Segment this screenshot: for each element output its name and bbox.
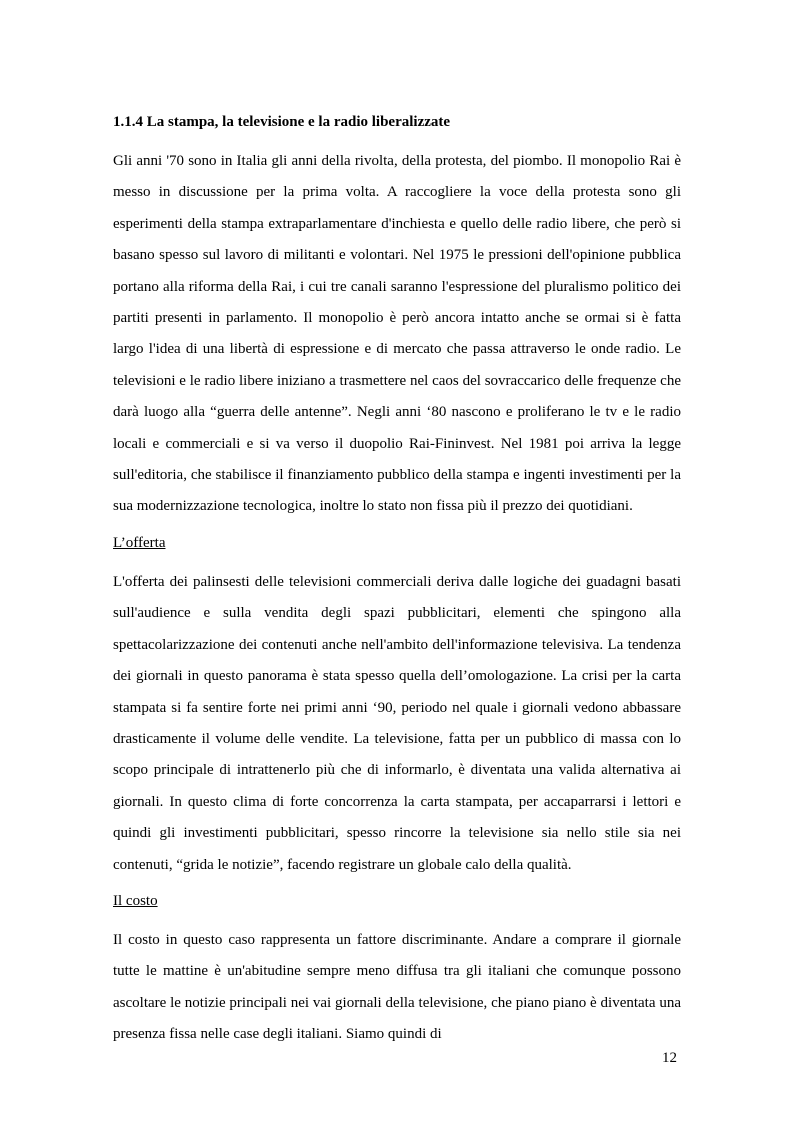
subheading-costo: Il costo [113,892,158,909]
page-number: 12 [662,1050,677,1066]
page-content [113,112,681,1061]
section-heading: 1.1.4 La stampa, la televisione e la radio liberalizzate [113,114,451,130]
paragraph-costo: Il costo in questo caso rappresenta un fattore discriminante. Andare a comprare il giornale tutte le mattine è un'abitudine sempre meno diffusa tra gli italiani che comunque possono ascoltare le notizie principali nei vai giornali della televisione, che piano piano è diventata una presenza fissa nelle case degli italiani. Siamo quindi di [113,931,681,1043]
paragraph-offerta: L'offerta dei palinsesti delle televisioni commerciali deriva dalle logiche dei guadagni basati sull'audience e sulla vendita degli spazi pubblicitari, elementi che spingono alla spettacolarizzazione dei contenuti anche nell'ambito dell'informazione televisiva. La tendenza dei giornali in questo panorama è stata spesso quella dell’omologazione. La crisi per la carta stampata si fa sentire forte nei primi anni ‘90, periodo nel quale i giornali vedono abbassare drasticamente il volume delle vendite. La televisione, fatta per un pubblico di massa con lo scopo principale di intrattenerlo più che di informarlo, è diventata una valida alternativa ai giornali. In questo clima di forte concorrenza la carta stampata, per accaparrarsi i lettori e quindi gli investimenti pubblicitari, spesso rincorre la televisione sia nello stile sia nei contenuti, “grida le notizie”, facendo registrare un globale calo della qualità. [113,573,681,873]
paragraph-intro: Gli anni '70 sono in Italia gli anni della rivolta, della protesta, del piombo. Il monopolio Rai è messo in discussione per la prima volta. A raccogliere la voce della protesta sono gli esperimenti della stampa extraparlamentare d'inchiesta e quello delle radio libere, che però si basano spesso sul lavoro di militanti e volontari. Nel 1975 le pressioni dell'opinione pubblica portano alla riforma della Rai, i cui tre canali saranno l'espressione del pluralismo politico dei partiti presenti in parlamento. Il monopolio è però ancora intatto anche se ormai si è fatta largo l'idea di una libertà di espressione e di mercato che passa attraverso le onde radio. Le televisioni e le radio libere iniziano a trasmettere nel caos del sovraccarico delle frequenze che darà luogo alla “guerra delle antenne”. Negli anni ‘80 nascono e proliferano le tv e le radio locali e commerciali e si va verso il duopolio Rai-Fininvest. Nel 1981 poi arriva la legge sull'editoria, che stabilisce il finanziamento pubblico della stampa e ingenti investimenti per la sua modernizzazione tecnologica, inoltre lo stato non fissa più il prezzo dei quotidiani. [113,153,681,515]
subheading-offerta: L’offerta [113,534,166,551]
